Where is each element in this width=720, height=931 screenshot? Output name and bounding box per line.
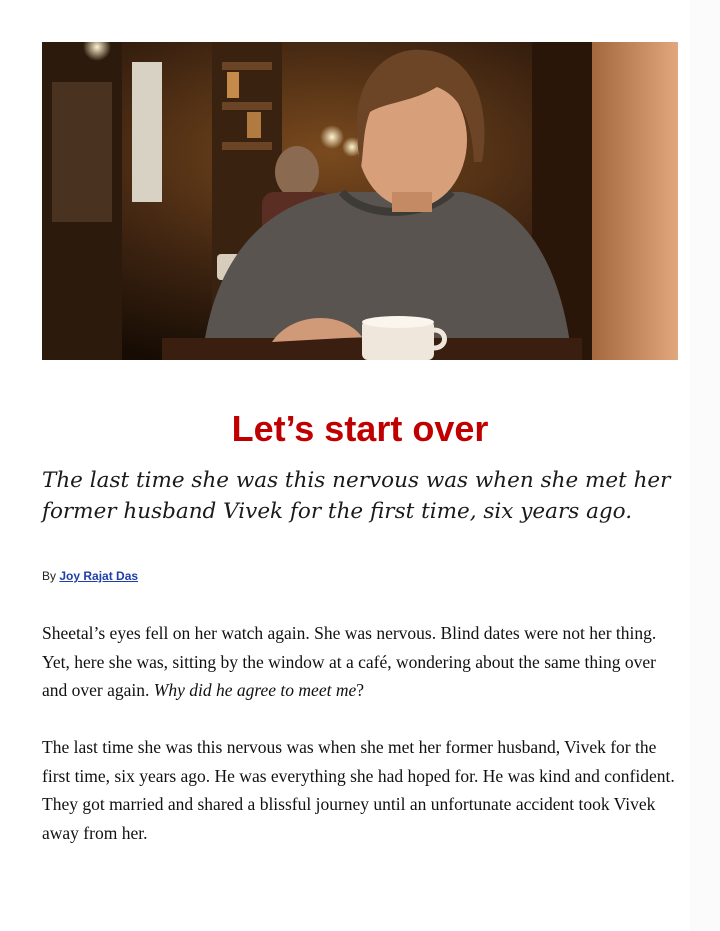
hero-image xyxy=(42,42,678,360)
article-title: Let’s start over xyxy=(231,408,489,449)
article-subtitle: The last time she was this nervous was when she met her former husband Vivek for the first time, six years ago. xyxy=(42,468,671,524)
paragraph-1-end: ? xyxy=(356,680,365,700)
byline xyxy=(42,568,138,584)
byline-prefix: By xyxy=(42,569,57,583)
paragraph-1 xyxy=(42,619,682,705)
paragraph-1-text: Sheetal’s eyes fell on her watch again. She was nervous. Blind dates were not her thing. Yet, here she was, sitting by the window at a café, wondering about the same thing over and over again. xyxy=(42,623,657,700)
page-margin-shade xyxy=(690,0,720,931)
paragraph-2: The last time she was this nervous was when she met her former husband, Vivek for the first time, six years ago. He was everything she had hoped for. He was kind and confident. They got married and shared a blissful journey until an unfortunate accident took Vivek away from her. xyxy=(42,737,675,843)
author-link[interactable]: Joy Rajat Das xyxy=(59,569,139,583)
paragraph-1-italic: Why did he agree to meet me xyxy=(153,680,357,700)
photo-woman-in-cafe-icon xyxy=(42,42,678,360)
